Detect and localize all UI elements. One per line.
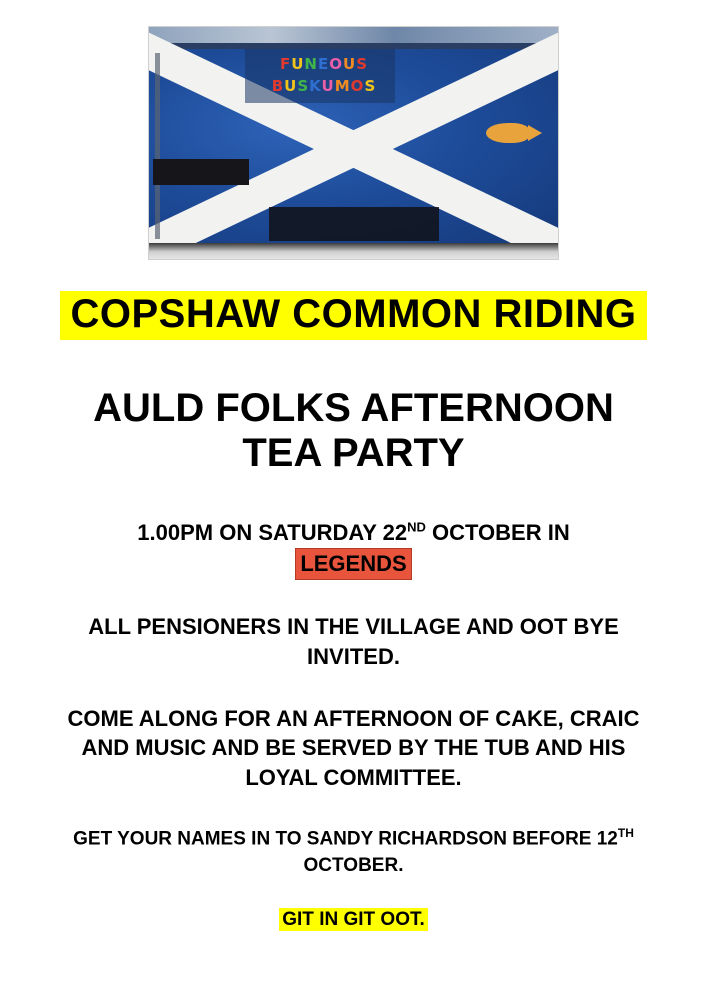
invite-paragraph: ALL PENSIONERS IN THE VILLAGE AND OOT BYE INVITED.: [88, 613, 619, 669]
saltire-flag-photo: [149, 27, 558, 259]
photo-banner-letters: FUNEOUS BUSKUMOS: [271, 55, 377, 95]
rsvp-prefix: GET YOUR NAMES IN TO SANDY RICHARDSON BEFORE 12: [73, 828, 618, 850]
rsvp-ordinal: TH: [617, 826, 634, 841]
event-date-ordinal: ND: [407, 520, 426, 536]
footer-line: [279, 909, 428, 931]
rsvp-paragraph: [44, 825, 664, 879]
photo-dark-patch-bottom: [269, 207, 439, 241]
event-headline-line1: AULD FOLKS AFTERNOON: [93, 386, 614, 430]
photo-sky-strip: [149, 27, 558, 43]
come-along-paragraph: COME ALONG FOR AN AFTERNOON OF CAKE, CRAIC AND MUSIC AND BE SERVED BY THE TUB AND HIS LOYAL COMMITTEE.: [67, 705, 640, 791]
event-headline-line2: TEA PARTY: [242, 431, 465, 476]
event-headline: [44, 386, 664, 476]
flag-pole: [155, 53, 160, 239]
event-datetime: [34, 518, 674, 579]
footer-slogan: GIT IN GIT OOT.: [279, 908, 428, 931]
photo-bottom-strip: [149, 243, 558, 259]
venue-badge: LEGENDS: [295, 548, 411, 580]
event-datetime-prefix: 1.00PM ON SATURDAY 22: [137, 520, 408, 546]
page-title: COPSHAW COMMON RIDING: [60, 291, 646, 340]
photo-dark-patch-left: [153, 159, 249, 185]
fish-icon: [486, 123, 530, 143]
event-datetime-suffix: OCTOBER IN: [425, 520, 570, 546]
rsvp-suffix: OCTOBER.: [303, 854, 404, 876]
